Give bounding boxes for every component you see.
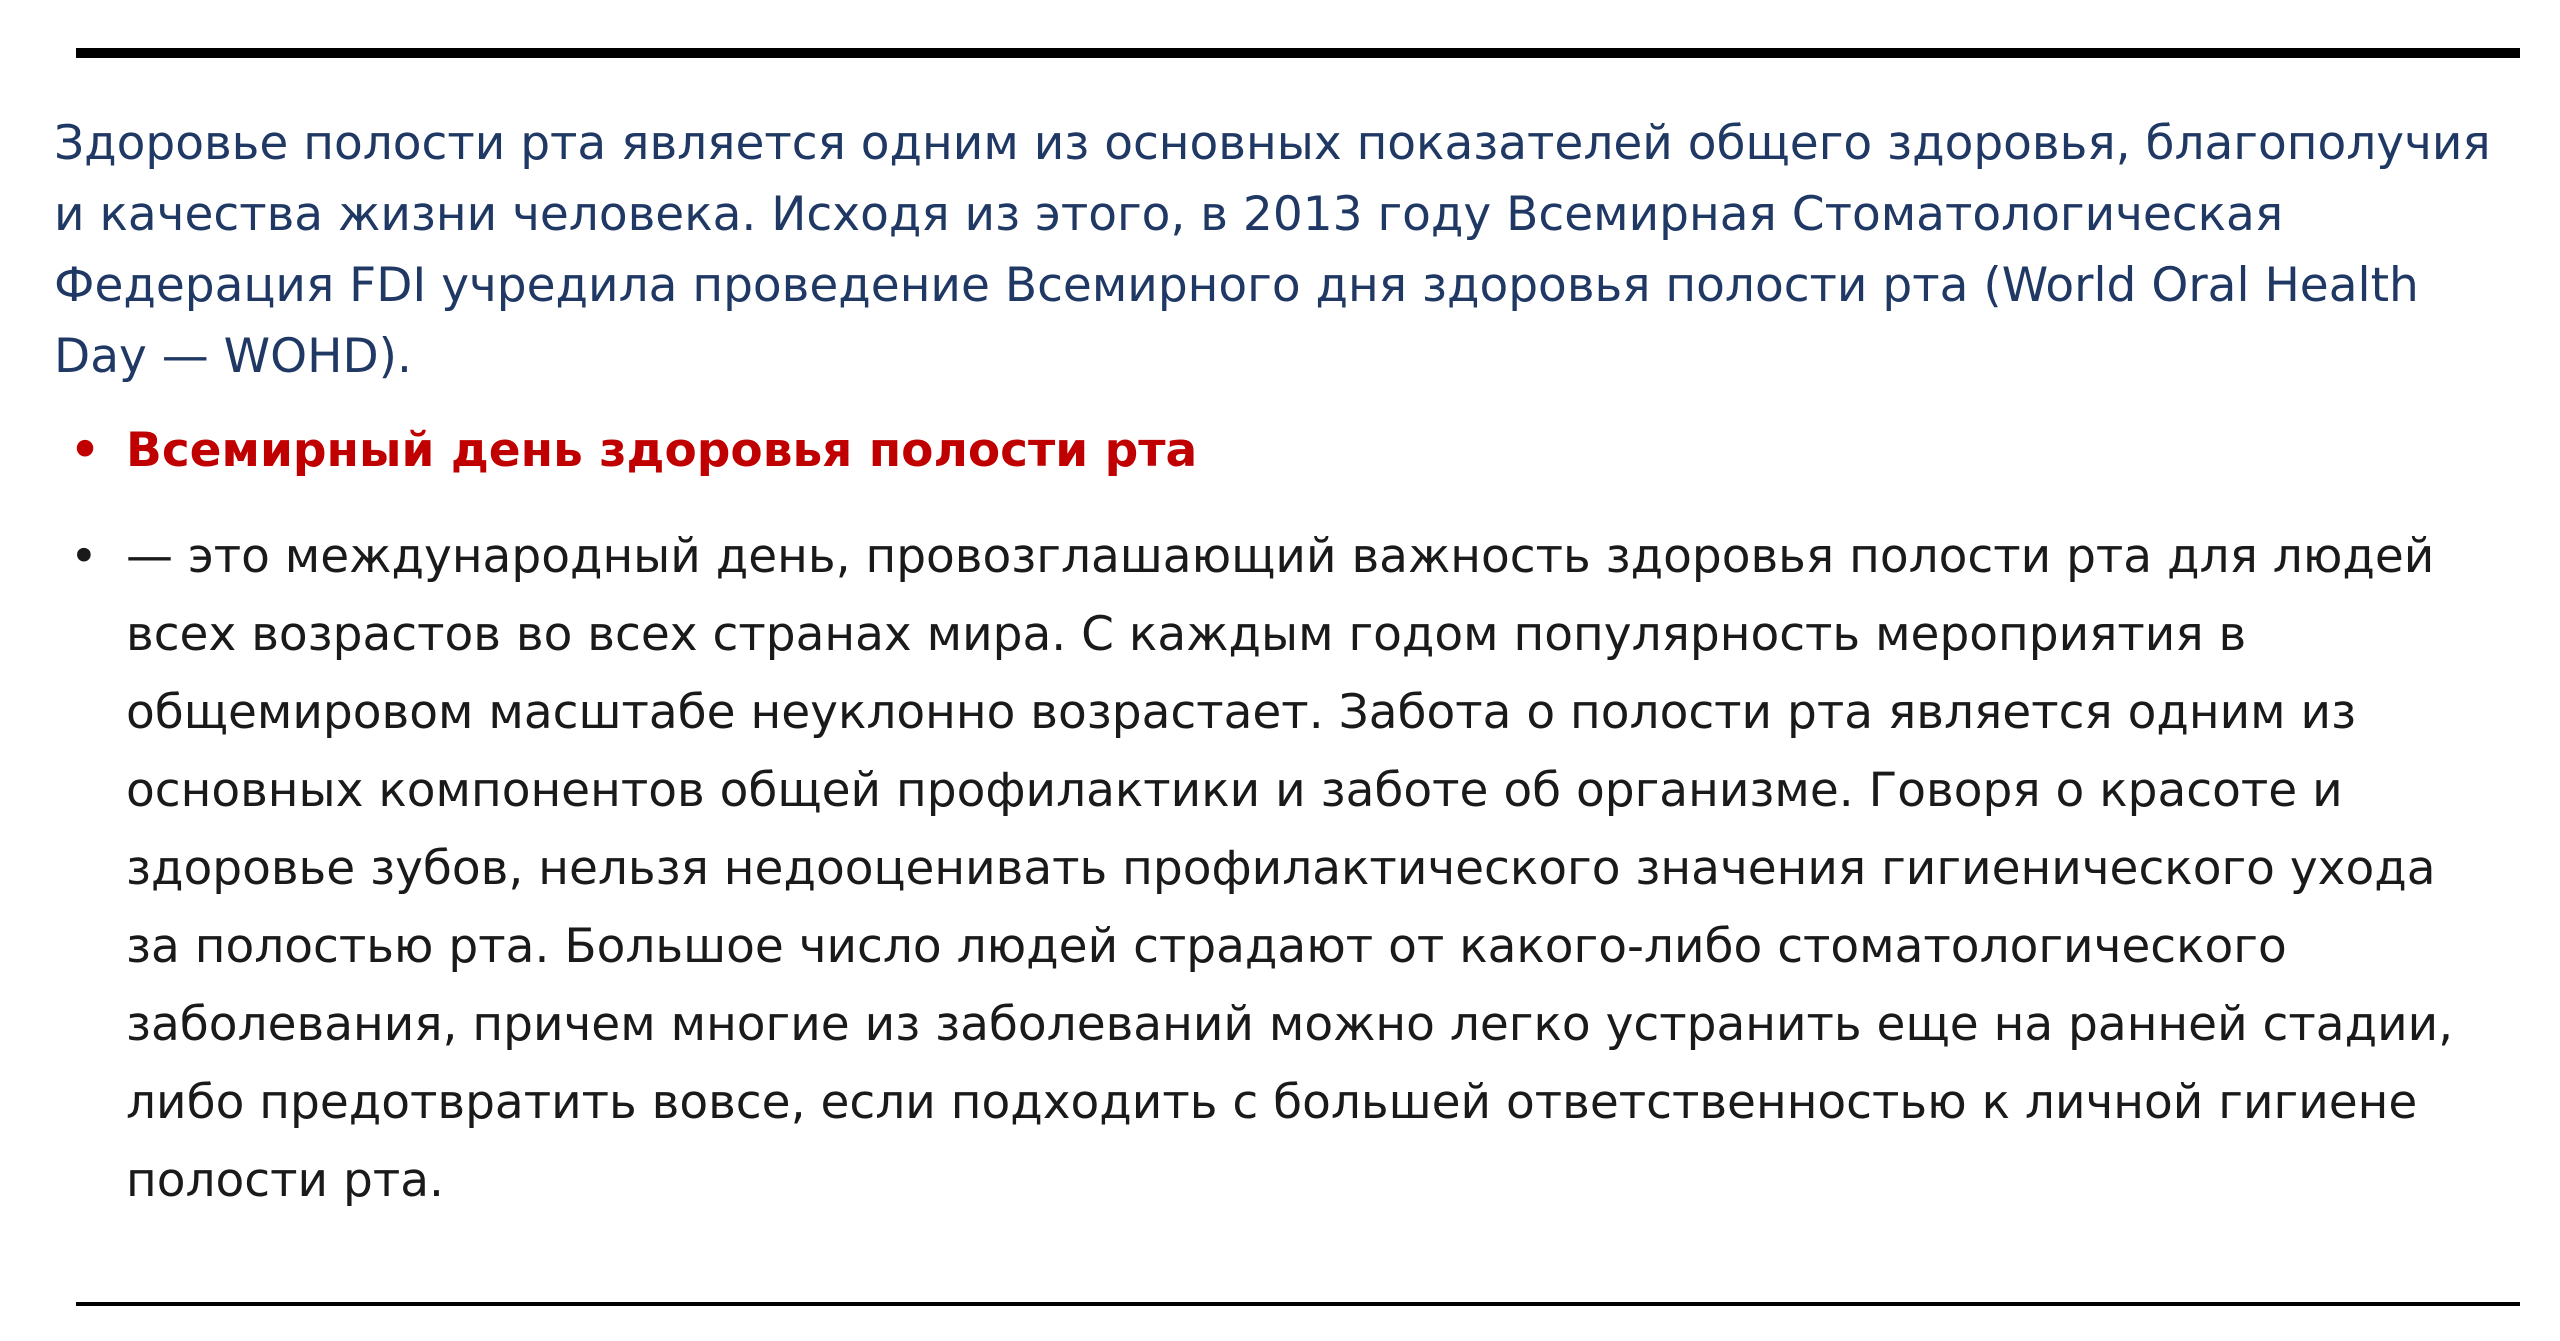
bullet-heading	[54, 412, 2504, 490]
bullet-body	[54, 518, 2504, 1220]
bullet-marker: •	[70, 529, 98, 584]
bottom-divider	[76, 1302, 2520, 1306]
bullet-body-text: — это международный день, провозглашающий важность здоровья полости рта для людей всех возрастов во всех странах мира. С каждым годом популярность мероприятия в общемировом масштабе неуклонно возрастает. Забота о полости рта является одним из основных компонентов общей профилактики и заботе об организме. Говоря о красоте и здоровье зубов, нельзя недооценивать профилактического значения гигиенического ухода за полостью рта. Большое число людей страдают от какого-либо стоматологического заболевания, причем многие из заболеваний можно легко устранить еще на ранней стадии, либо предотвратить вовсе, если подходить с большей ответственностью к личной гигиене полости рта.	[126, 529, 2454, 1208]
bullet-heading-text: Всемирный день здоровья полости рта	[126, 423, 1198, 478]
intro-paragraph: Здоровье полости рта является одним из основных показателей общего здоровья, благополучия и качества жизни человека. Исходя из этого, в 2013 году Всемирная Стоматологическая Федерация FDI учредила проведение Всемирного дня здоровья полости рта (World Oral Health Day — WOHD).	[54, 116, 2491, 384]
bullet-marker: •	[70, 423, 101, 478]
bullet-list	[54, 412, 2504, 1220]
top-divider	[76, 48, 2520, 58]
